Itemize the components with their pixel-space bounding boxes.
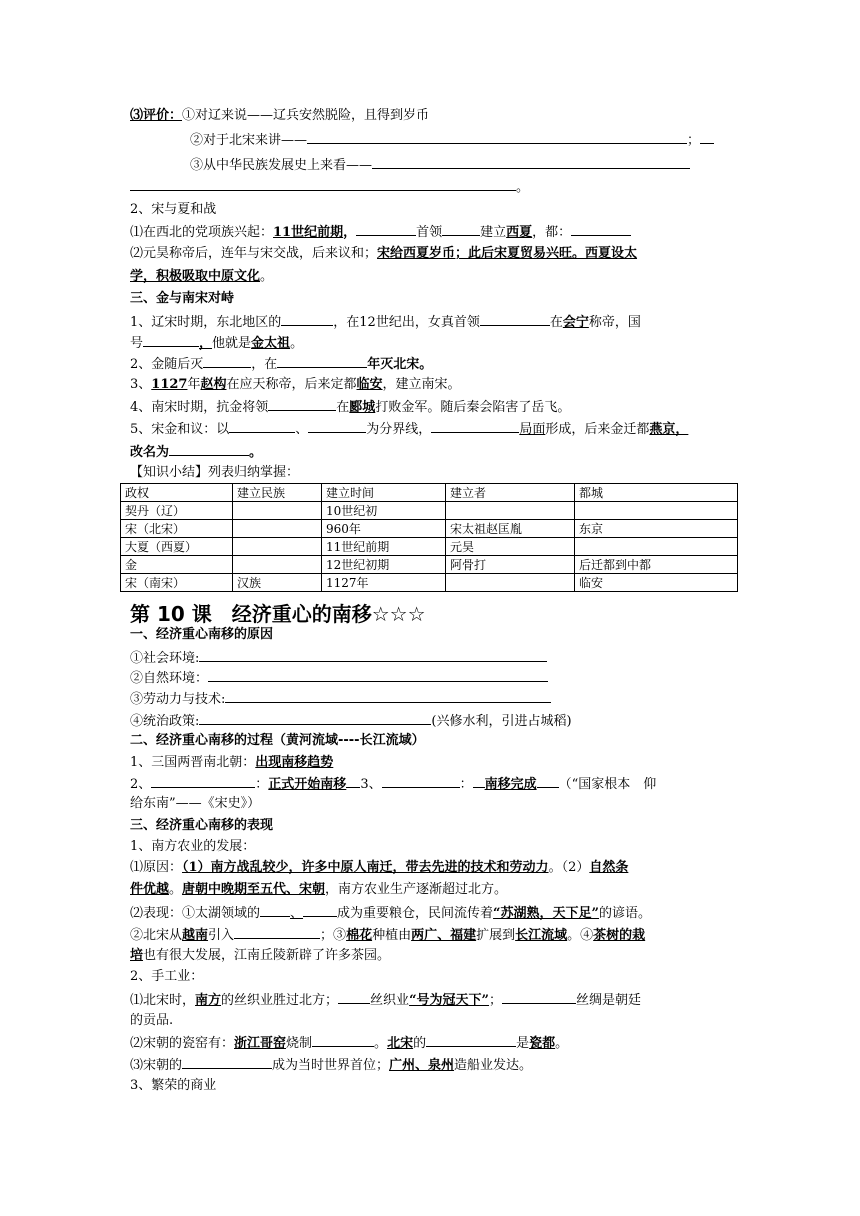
table-cell: 10世纪初 xyxy=(322,502,446,520)
answer-huining: 会宁 xyxy=(562,315,589,330)
table-row xyxy=(121,538,738,556)
table-cell: 金 xyxy=(121,556,233,574)
table-cell: 元昊 xyxy=(446,538,575,556)
answer-culture: 学，积极吸取中原文化 xyxy=(130,269,261,284)
txt: 烧制 xyxy=(286,1036,313,1051)
txt: 3、 xyxy=(360,777,382,792)
txt: 丝绸是朝廷 xyxy=(576,993,642,1008)
txt: 扩展到 xyxy=(476,928,516,943)
eval-line-3b xyxy=(130,178,529,196)
agri-reason-2 xyxy=(130,882,507,898)
txt: 在 xyxy=(336,400,350,415)
table-cell: 阿骨打 xyxy=(446,556,575,574)
agri-heading: 1、南方农业的发展： xyxy=(130,839,256,854)
txt: 。④ xyxy=(567,928,594,943)
blank-porcelain[interactable] xyxy=(312,1034,374,1047)
table-row xyxy=(121,574,738,592)
eval-label: ⑶评价： xyxy=(130,108,183,123)
txt: 打败金军。随后秦会陷害了岳飞。 xyxy=(375,400,571,415)
blank-liao[interactable] xyxy=(203,355,251,368)
answer-yangtze: 长江流域 xyxy=(515,928,568,943)
txt: 也有很大发展，江南丘陵新辟了许多茶园。 xyxy=(143,948,391,963)
txt: 号 xyxy=(130,336,144,351)
txt: 的谚语。 xyxy=(599,906,652,921)
col-header: 建立民族 xyxy=(233,484,322,502)
txt: 年 xyxy=(187,377,201,392)
table-cell: 1127年 xyxy=(322,574,446,592)
answer-trend: 出现南移趋势 xyxy=(255,755,334,770)
blank-tribe[interactable] xyxy=(281,313,333,326)
blank-natural[interactable] xyxy=(208,669,548,682)
txt: 称帝，国 xyxy=(588,315,641,330)
agri-show-2 xyxy=(130,926,645,944)
txt: ③劳动力与技术: xyxy=(130,692,226,707)
answer-guang-fujian: 两广、福建 xyxy=(411,928,477,943)
col-header: 都城 xyxy=(575,484,738,502)
table-cell: 大夏（西夏） xyxy=(121,538,233,556)
answer-ports: 广州、泉州 xyxy=(389,1058,455,1073)
answer-vietnam: 越南 xyxy=(182,928,209,943)
answer-trade: 宋给西夏岁币；此后宋夏贸易兴旺。西夏设太 xyxy=(377,246,638,261)
eval-2-end: ； xyxy=(687,133,701,148)
answer-saying: “苏湖熟，天下足” xyxy=(493,906,600,921)
txt: 种植由 xyxy=(372,928,412,943)
jin-line-6 xyxy=(130,420,688,438)
blank-period-2[interactable] xyxy=(382,775,460,788)
txt: ，在 xyxy=(251,357,278,372)
blank-general[interactable] xyxy=(268,398,336,411)
agri-reason-1 xyxy=(130,860,628,876)
txt: 。 xyxy=(290,336,304,351)
table-cell[interactable] xyxy=(233,538,322,556)
blank-dynasty-name[interactable] xyxy=(143,334,199,347)
txt: 丝织业 xyxy=(370,993,410,1008)
process-1 xyxy=(130,755,333,771)
txt: 5、宋金和议：以 xyxy=(130,422,230,437)
table-cell: 东京 xyxy=(575,520,738,538)
answer-ge-kiln: 浙江哥窑 xyxy=(234,1036,287,1051)
answer-north-song: 北宋 xyxy=(387,1036,414,1051)
table-cell[interactable] xyxy=(446,574,575,592)
cause-4 xyxy=(130,712,572,730)
blank-eval-3[interactable] xyxy=(372,156,690,169)
eval-line-3 xyxy=(190,156,690,174)
txt: 、 xyxy=(295,422,309,437)
process-2 xyxy=(130,775,656,793)
agri-show-1 xyxy=(130,904,651,922)
causes-heading: 一、经济重心南移的原因 xyxy=(130,627,274,642)
txt: ②北宋从 xyxy=(130,928,183,943)
blank-new-name[interactable] xyxy=(169,443,249,456)
blank-city[interactable] xyxy=(426,1034,516,1047)
craft-1b: 的贡品. xyxy=(130,1013,174,1028)
craft-2 xyxy=(130,1034,568,1052)
blank-policy[interactable] xyxy=(199,712,431,725)
blank-eval-2[interactable] xyxy=(307,131,687,144)
agri-show-3 xyxy=(130,948,390,964)
txt: 、 xyxy=(290,906,304,921)
jin-line-4 xyxy=(130,377,461,393)
blank-eval-2-tail xyxy=(700,131,714,144)
txt: ⑴在西北的党项族兴起： xyxy=(130,225,274,240)
answer-reason-1: （1）南方战乱较少，许多中原人南迁，带去先进的技术和劳动力 xyxy=(182,860,549,875)
txt: 年灭北宋。 xyxy=(367,357,433,372)
table-cell[interactable] xyxy=(575,538,738,556)
blank-gap xyxy=(537,775,559,788)
answer-zhaogou: 赵构 xyxy=(200,377,227,392)
cause-2 xyxy=(130,669,548,687)
jin-line-7 xyxy=(130,443,262,461)
col-header: 政权 xyxy=(121,484,233,502)
txt: 是 xyxy=(516,1036,530,1051)
answer-yancheng: 郾城 xyxy=(349,400,376,415)
answer-reason-2: 自然条 xyxy=(589,860,629,875)
txt: 首领 xyxy=(416,225,443,240)
txt: 他就是 xyxy=(212,336,252,351)
blank-su[interactable] xyxy=(260,904,290,917)
table-row xyxy=(121,556,738,574)
blank-border-2[interactable] xyxy=(308,420,366,433)
blank-leader-name[interactable] xyxy=(442,223,480,236)
answer-jin-taizu: 金太祖 xyxy=(251,336,291,351)
table-cell: 12世纪初期 xyxy=(322,556,446,574)
txt: 局面 xyxy=(519,422,546,437)
summary-caption: 【知识小结】列表归纳掌握： xyxy=(130,465,300,480)
txt: 为分界线， xyxy=(366,422,432,437)
manifest-heading: 三、经济重心南移的表现 xyxy=(130,818,274,833)
eval-2-text: ②对于北宋来讲—— xyxy=(190,133,308,148)
blank-jurchen-leader[interactable] xyxy=(480,313,550,326)
blank-labor[interactable] xyxy=(225,690,551,703)
txt: ①社会环境: xyxy=(130,651,200,666)
txt: ，都： xyxy=(532,225,572,240)
eval-1-text: ①对辽来说——辽兵安然脱险，且得到岁币 xyxy=(182,108,430,123)
txt: 3、 xyxy=(130,377,152,392)
jin-line-5 xyxy=(130,398,570,416)
table-cell: 宋太祖赵匡胤 xyxy=(446,520,575,538)
answer-reason-2b: 件优越 xyxy=(130,882,170,897)
blank-shipbuilding[interactable] xyxy=(182,1056,272,1069)
answer-cotton: 棉花 xyxy=(346,928,373,943)
txt: 。 xyxy=(374,1036,388,1051)
commerce-heading: 3、繁荣的商业 xyxy=(130,1078,217,1093)
answer-period: 唐朝中晚期至五代、宋朝 xyxy=(182,882,326,897)
txt: ： xyxy=(255,777,269,792)
jin-line-2 xyxy=(130,334,303,352)
song-xia-line-3 xyxy=(130,269,273,285)
txt: 的 xyxy=(413,1036,427,1051)
txt: ，建立南宋。 xyxy=(382,377,461,392)
txt: 在 xyxy=(549,315,563,330)
table-cell: 后迁都到中都 xyxy=(575,556,738,574)
txt: 。（2） xyxy=(548,860,590,875)
song-xia-line-1 xyxy=(130,223,631,241)
blank-year[interactable] xyxy=(277,355,367,368)
craft-heading: 2、手工业： xyxy=(130,969,204,984)
answer-porcelain-capital: 瓷都 xyxy=(529,1036,556,1051)
txt: ⑵表现：①太湖领域的 xyxy=(130,906,261,921)
txt: 。 xyxy=(555,1036,569,1051)
txt: 4、南宋时期，抗金将领 xyxy=(130,400,269,415)
txt: 形成，后来金迁都 xyxy=(545,422,650,437)
table-cell: 临安 xyxy=(575,574,738,592)
answer-tea: 茶树的栽 xyxy=(593,928,646,943)
summary-table xyxy=(120,483,738,592)
txt: 1、三国两晋南北朝： xyxy=(130,755,256,770)
answer-yanjing: 燕京， xyxy=(649,422,689,437)
table-cell[interactable] xyxy=(233,520,322,538)
txt: ②自然环境： xyxy=(130,671,209,686)
col-header: 建立者 xyxy=(446,484,575,502)
jin-heading: 三、金与南宋对峙 xyxy=(130,291,235,306)
table-cell: 960年 xyxy=(322,520,446,538)
blank-rice[interactable] xyxy=(234,926,320,939)
txt: 1、辽宋时期，东北地区的 xyxy=(130,315,282,330)
blank-situation[interactable] xyxy=(431,420,519,433)
table-row xyxy=(121,520,738,538)
blank-eval-3b[interactable] xyxy=(130,178,516,191)
txt: 2、 xyxy=(130,777,152,792)
txt: （“国家根本 仰 xyxy=(558,777,657,792)
txt: 。 xyxy=(169,882,183,897)
eval-3-end: 。 xyxy=(516,180,530,195)
table-cell[interactable] xyxy=(575,502,738,520)
song-xia-line-2 xyxy=(130,246,637,262)
answer-start: 正式开始南移 xyxy=(268,777,347,792)
table-row xyxy=(121,502,738,520)
txt: 在应天称帝，后来定都 xyxy=(226,377,357,392)
txt: 的丝织业胜过北方； xyxy=(221,993,339,1008)
txt: 。 xyxy=(260,269,274,284)
txt: ，在12世纪出，女真首领 xyxy=(333,315,480,330)
song-xia-heading: 2、宋与夏和战 xyxy=(130,202,217,217)
table-cell: 宋（北宋） xyxy=(121,520,233,538)
eval-line-1 xyxy=(130,108,429,124)
table-cell: 契丹（辽） xyxy=(121,502,233,520)
jin-line-1 xyxy=(130,313,641,331)
jin-line-3 xyxy=(130,355,432,373)
txt: ⑵宋朝的瓷窑有： xyxy=(130,1036,235,1051)
txt: 成为当时世界首位； xyxy=(272,1058,390,1073)
txt: ⑴北宋时， xyxy=(130,993,196,1008)
txt: ： xyxy=(459,777,473,792)
blank-gap xyxy=(473,775,485,788)
txt: 引入 xyxy=(208,928,235,943)
table-cell: 汉族 xyxy=(233,574,322,592)
blank-leader[interactable] xyxy=(356,223,416,236)
craft-1 xyxy=(130,991,641,1009)
txt: 改名为 xyxy=(130,445,170,460)
blank-hu[interactable] xyxy=(303,904,337,917)
blank-region[interactable] xyxy=(338,991,370,1004)
txt: 建立 xyxy=(480,225,507,240)
txt: 成为重要粮仓，民间流传着 xyxy=(337,906,494,921)
txt: ，南方农业生产逐渐超过北方。 xyxy=(325,882,508,897)
txt: ；③ xyxy=(320,928,347,943)
blank-social[interactable] xyxy=(199,649,547,662)
answer-best: “号为冠天下” xyxy=(409,993,490,1008)
eval-3-text: ③从中华民族发展史上来看—— xyxy=(190,158,373,173)
table-cell[interactable] xyxy=(233,556,322,574)
process-3: 给东南”——《宋史》） xyxy=(130,796,261,811)
table-cell[interactable] xyxy=(446,502,575,520)
answer-linan: 临安 xyxy=(356,377,383,392)
txt: ⑵元昊称帝后，连年与宋交战，后来议和； xyxy=(130,246,378,261)
txt: 2、金随后灭 xyxy=(130,357,204,372)
txt: ， xyxy=(199,336,213,351)
craft-3 xyxy=(130,1056,532,1074)
txt: 。 xyxy=(249,445,263,460)
answer-11c: 11世纪前期 xyxy=(273,225,344,240)
answer-tea-b: 培 xyxy=(130,948,144,963)
txt: (兴修水利，引进占城稻) xyxy=(431,714,572,729)
cause-3 xyxy=(130,690,551,708)
col-header: 建立时间 xyxy=(322,484,446,502)
blank-capital[interactable] xyxy=(571,223,631,236)
table-header-row xyxy=(121,484,738,502)
blank-gap xyxy=(346,775,360,788)
eval-line-2 xyxy=(190,131,714,149)
txt: ④统治政策: xyxy=(130,714,200,729)
blank-period-1[interactable] xyxy=(151,775,255,788)
txt: ， xyxy=(343,225,357,240)
answer-1127: 1127 xyxy=(151,377,188,392)
txt: 造船业发达。 xyxy=(454,1058,533,1073)
process-heading: 二、经济重心南移的过程（黄河流域----长江流域） xyxy=(130,733,425,748)
table-cell: 宋（南宋） xyxy=(121,574,233,592)
table-cell[interactable] xyxy=(233,502,322,520)
blank-silk[interactable] xyxy=(502,991,576,1004)
answer-south: 南方 xyxy=(195,993,222,1008)
txt: ⑶宋朝的 xyxy=(130,1058,183,1073)
txt: ⑴原因： xyxy=(130,860,183,875)
cause-1 xyxy=(130,649,547,667)
blank-border-1[interactable] xyxy=(229,420,295,433)
lesson-title: 第 10 课 经济重心的南移☆☆☆ xyxy=(130,602,426,626)
table-cell: 11世纪前期 xyxy=(322,538,446,556)
txt: ； xyxy=(489,993,503,1008)
answer-xixia: 西夏 xyxy=(506,225,533,240)
answer-complete: 南移完成 xyxy=(484,777,537,792)
